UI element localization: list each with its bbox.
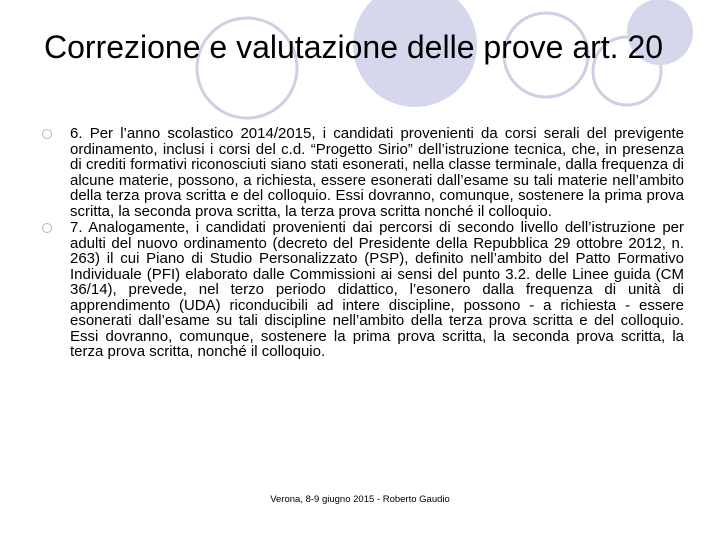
bullet-item xyxy=(44,220,684,360)
bullet-text: 6. Per l’anno scolastico 2014/2015, i candidati provenienti da corsi serali del previgente ordinamento, inclusi i corsi del c.d. “Progetto Sirio” dell’istruzione tecnica, che, in presenza di crediti formativi riconosciuti siano stati esonerati, nella classe terminale, dalla frequenza di alcune materie, possono, a richiesta, essere esonerati dall’esame su tali materie nell’ambito della terza prova scritta e del colloquio. Essi dovranno, comunque, sostenere la prima prova scritta, la seconda prova scritta, la terza prova scritta nonché il colloquio. xyxy=(70,125,684,220)
slide-title: Correzione e valutazione delle prove art. 20 xyxy=(44,29,664,65)
bullet-circle-icon xyxy=(42,129,52,139)
bullet-text: 7. Analogamente, i candidati provenienti dai percorsi di secondo livello dell’istruzione per adulti del nuovo ordinamento (decreto del Presidente della Repubblica 29 ottobre 2012, n. 263) il cui Piano di Studio Personalizzato (PSP), definito nell’ambito del Patto Formativo Individuale (PFI) elaborato dalle Commissioni ai sensi del punto 3.2. delle Linee guida (CM 36/14), prevede, nel terzo periodo didattico, l’esonero dalla frequenza di unità di apprendimento (UDA) riconducibili ad intere discipline, possono - a richiesta - essere esonerati dall’esame su tali discipline nell’ambito della terza prova scritta e del colloquio. Essi dovranno, comunque, sostenere la prima prova scritta, la seconda prova scritta, la terza prova scritta, nonché il colloquio. xyxy=(70,219,684,360)
bullet-item xyxy=(44,126,684,219)
bullet-circle-icon xyxy=(42,223,52,233)
slide-footer: Verona, 8-9 giugno 2015 - Roberto Gaudio xyxy=(270,494,450,505)
bullet-list xyxy=(44,126,684,361)
